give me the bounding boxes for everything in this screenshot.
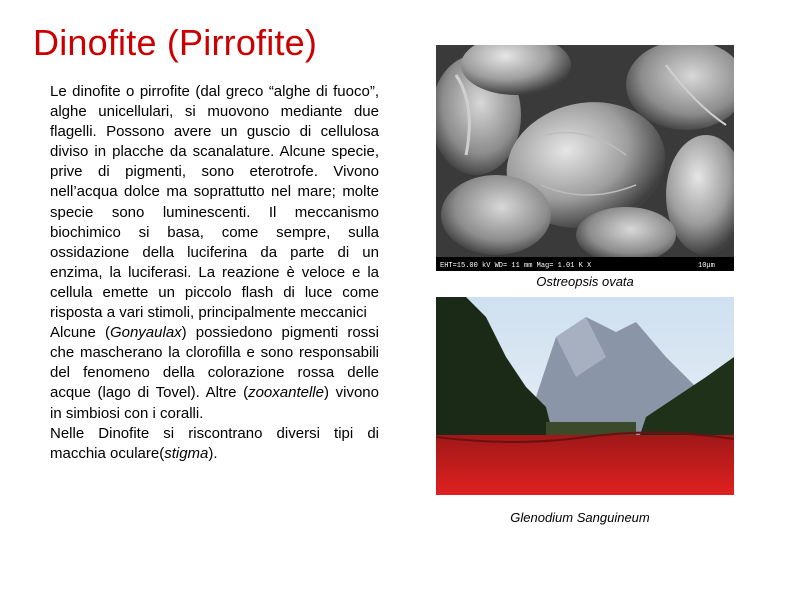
ostreopsis-micrograph	[436, 45, 734, 271]
micrograph-scale-label: 10μm	[698, 262, 715, 270]
lake-caption: Glenodium Sanguineum	[510, 510, 650, 525]
body-text	[50, 82, 379, 464]
micrograph-scalebar-text: EHT=15.00 kV WD= 11 mm Mag= 1.01 K X	[440, 262, 592, 270]
paragraph-dinofite-intro: Le dinofite o pirrofite (dal greco “alghe di fuoco”, alghe unicellulari, si muovono mediante due flagelli. Possono avere un guscio di cellulosa diviso in placche da scanalature. Alcune specie, prive di pigmenti, sono eterotrofe. Vivono nell’acqua dolce ma soprattutto nel mare; molte specie sono luminescenti. Il meccanismo biochimico si basa, come sempre, sulla ossidazione della luciferina da parte di un enzima, la luciferasi. La reazione è veloce e la cellula emette un piccolo flash di luce come risposta a vari stimoli, principalmente meccanici	[50, 83, 379, 322]
paragraph-red-tide: Alcune (Gonyaulax) possiedono pigmenti rossi che mascherano la clorofilla e sono responsabili del fenomeno della colorazione rossa delle acque (lago di Tovel). Altre (zooxantelle) vivono in simbiosi con i coralli.	[50, 324, 380, 422]
paragraph-stigma: Nelle Dinofite si riscontrano diversi tipi di macchia oculare(stigma).	[50, 424, 379, 462]
micrograph-caption: Ostreopsis ovata	[536, 274, 634, 289]
lake-tovel-photo	[436, 297, 734, 495]
slide-title: Dinofite (Pirrofite)	[33, 22, 318, 63]
